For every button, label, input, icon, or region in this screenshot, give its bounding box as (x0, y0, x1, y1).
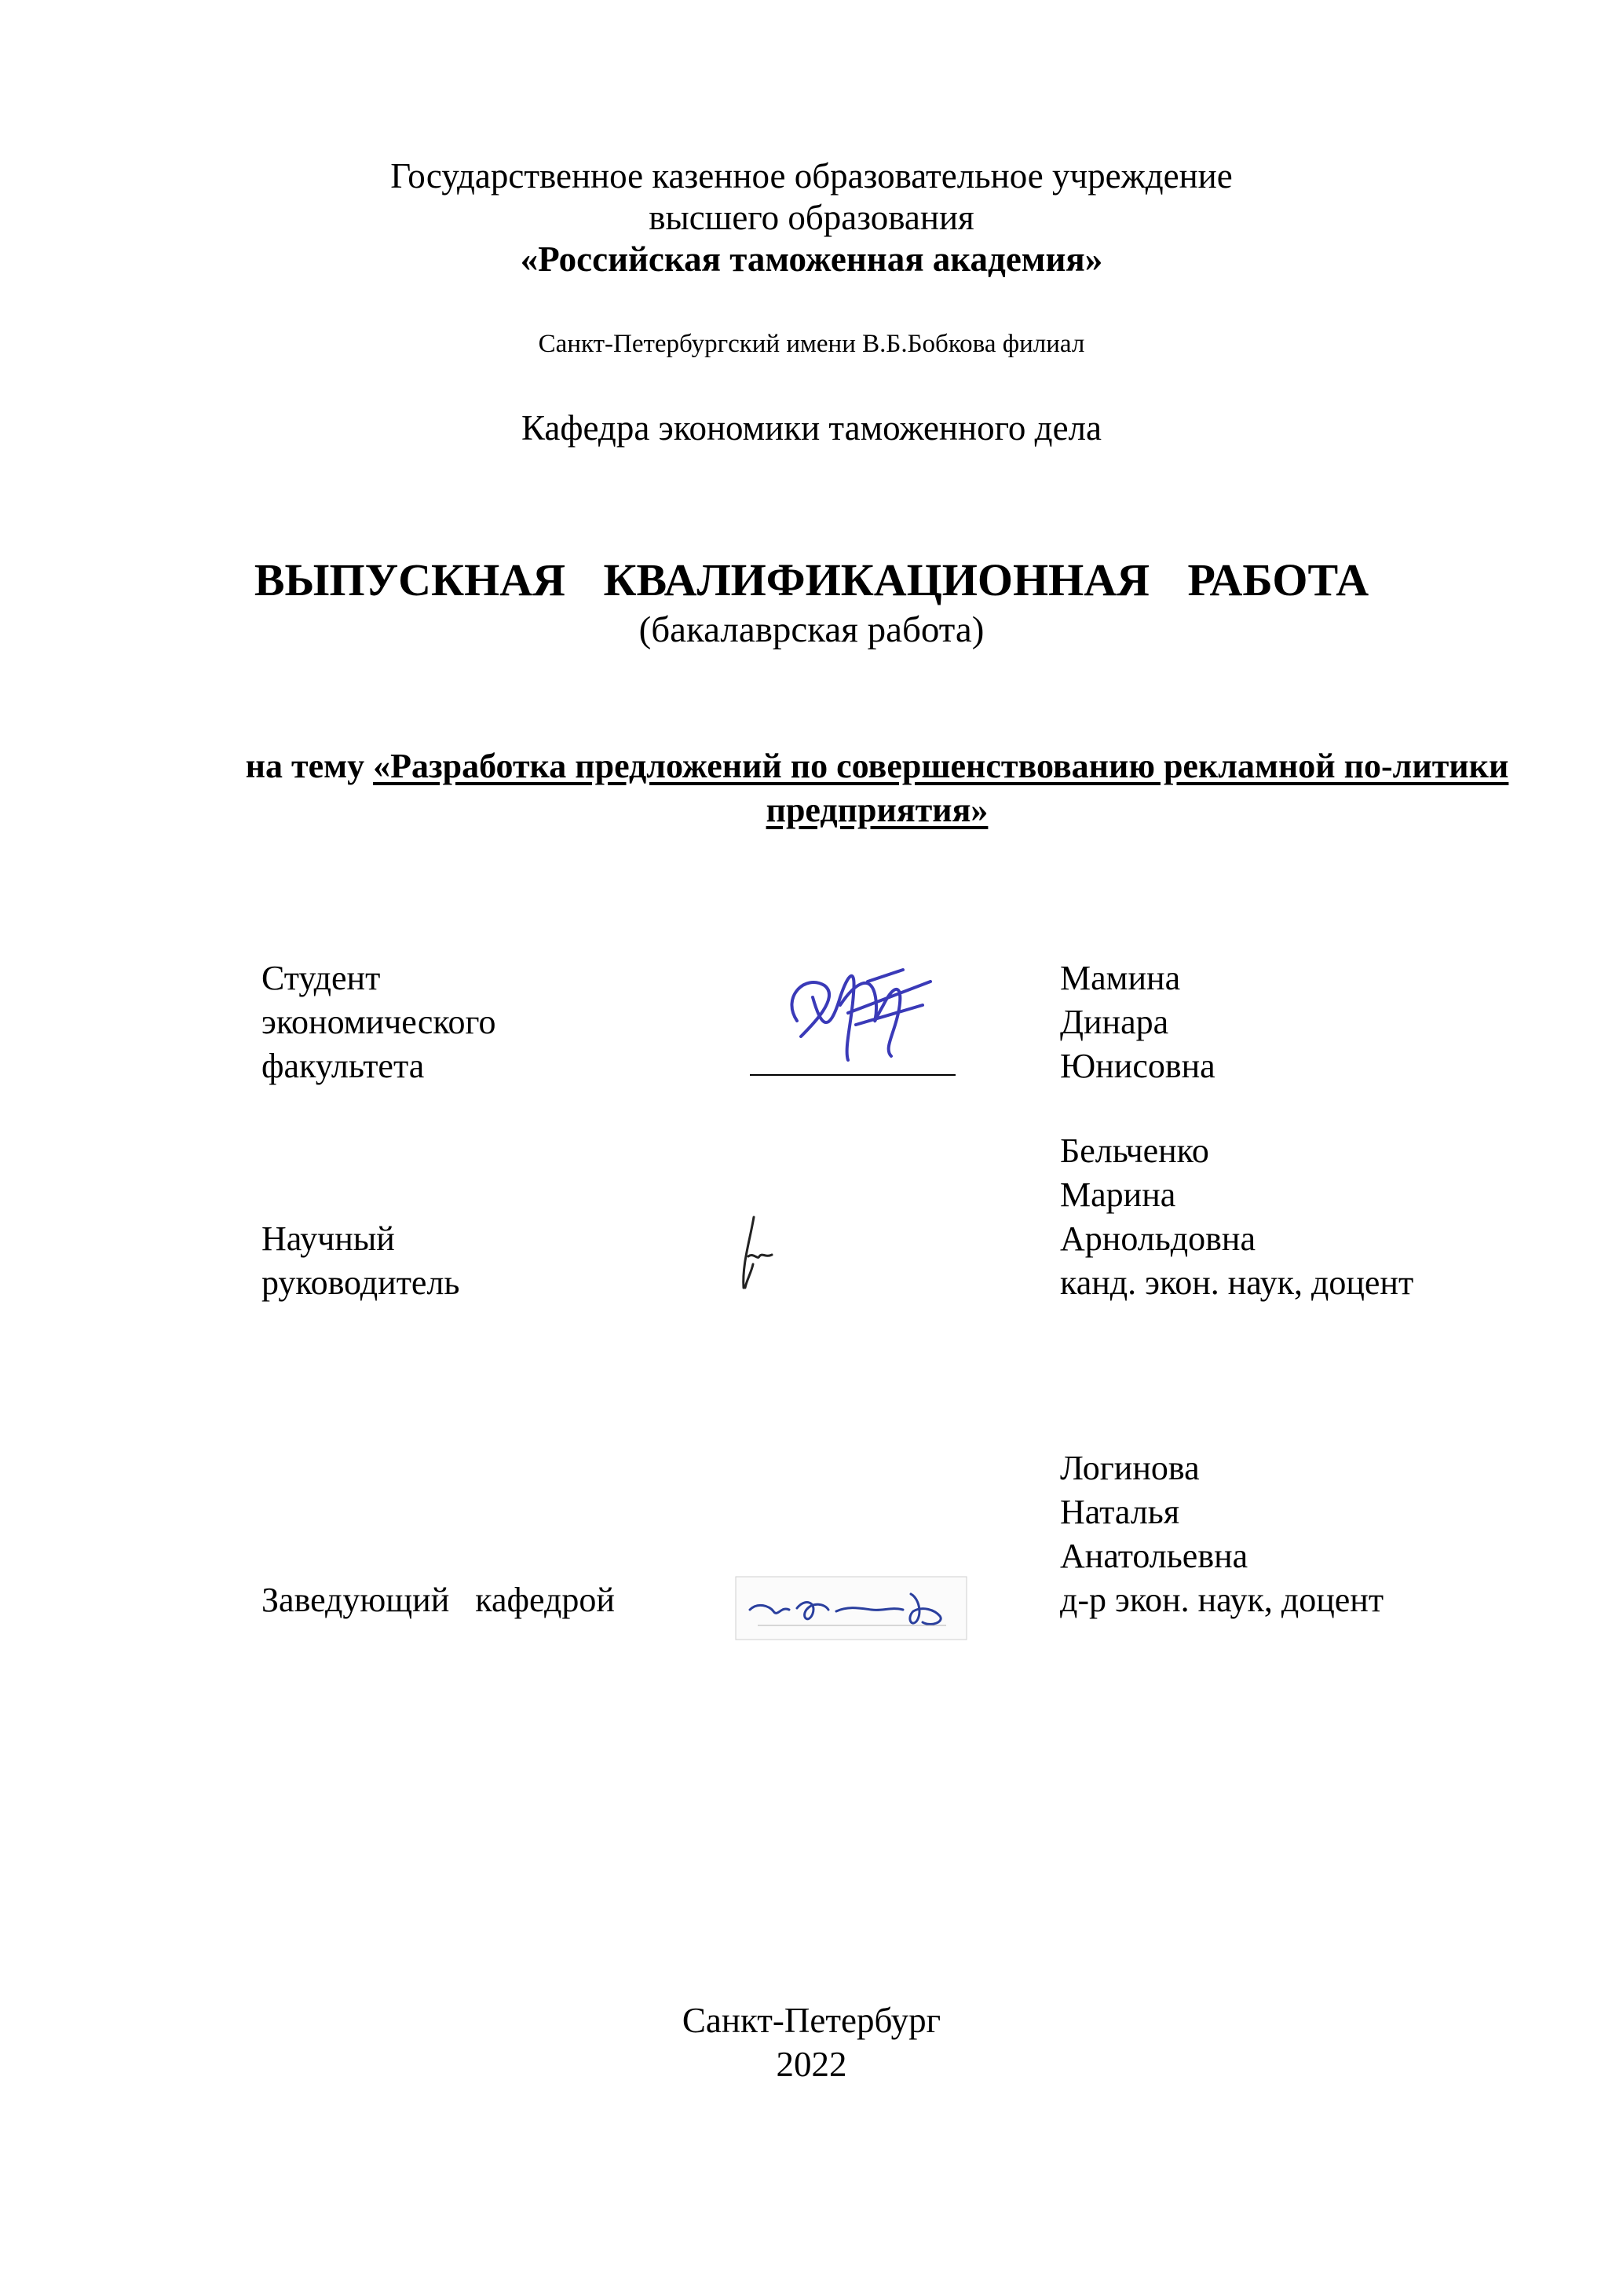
supervisor-name-line: Арнольдовна (1060, 1219, 1256, 1258)
supervisor-name-line: Марина (1060, 1175, 1176, 1214)
footer (0, 1998, 1623, 2086)
student-signature-line (750, 1074, 956, 1076)
supervisor-signature (734, 1209, 789, 1296)
student-name-line: Мамина (1060, 959, 1181, 997)
institution-block (0, 155, 1623, 280)
supervisor-name-line: Бельченко (1060, 1132, 1209, 1170)
head-name-line: д-р экон. наук, доцент (1060, 1581, 1384, 1619)
head-signature (734, 1570, 970, 1645)
institution-line-1: Государственное казенное образовательное учреждение (390, 156, 1233, 196)
student-name-line: Динара (1060, 1003, 1169, 1041)
student-signature (766, 950, 946, 1076)
work-subtitle: (бакалаврская работа) (638, 609, 985, 650)
student-role-line: экономического (261, 1003, 496, 1041)
supervisor-name (1060, 1129, 1547, 1305)
institution-name: «Российская таможенная академия» (520, 239, 1103, 279)
head-name (1060, 1446, 1547, 1622)
student-name-line: Юнисовна (1060, 1047, 1215, 1085)
head-name-line: Анатольевна (1060, 1537, 1248, 1575)
head-name-line: Логинова (1060, 1449, 1200, 1487)
topic-prefix: на тему (245, 747, 374, 785)
student-role-line: факультета (261, 1047, 425, 1085)
year: 2022 (776, 2045, 847, 2084)
department-name: Кафедра экономики таможенного дела (521, 408, 1102, 448)
head-role: Заведующий кафедрой (261, 1581, 615, 1619)
student-role (261, 956, 701, 1088)
supervisor-role (261, 1217, 701, 1305)
student-role-line: Студент (261, 959, 381, 997)
head-name-line: Наталья (1060, 1493, 1180, 1531)
supervisor-role-line: руководитель (261, 1263, 460, 1302)
branch-name: Санкт-Петербургский имени В.Б.Бобкова филиал (538, 330, 1085, 358)
supervisor-role-line: Научный (261, 1219, 395, 1258)
city: Санкт-Петербург (682, 2001, 941, 2040)
supervisor-name-line: канд. экон. наук, доцент (1060, 1263, 1414, 1302)
institution-line-2: высшего образования (649, 198, 974, 237)
topic-text: «Разработка предложений по совершенствованию рекламной по-литики предприятия» (373, 747, 1509, 829)
work-title: ВЫПУСКНАЯ КВАЛИФИКАЦИОННАЯ РАБОТА (254, 554, 1369, 605)
topic (229, 744, 1525, 832)
student-name (1060, 956, 1547, 1088)
